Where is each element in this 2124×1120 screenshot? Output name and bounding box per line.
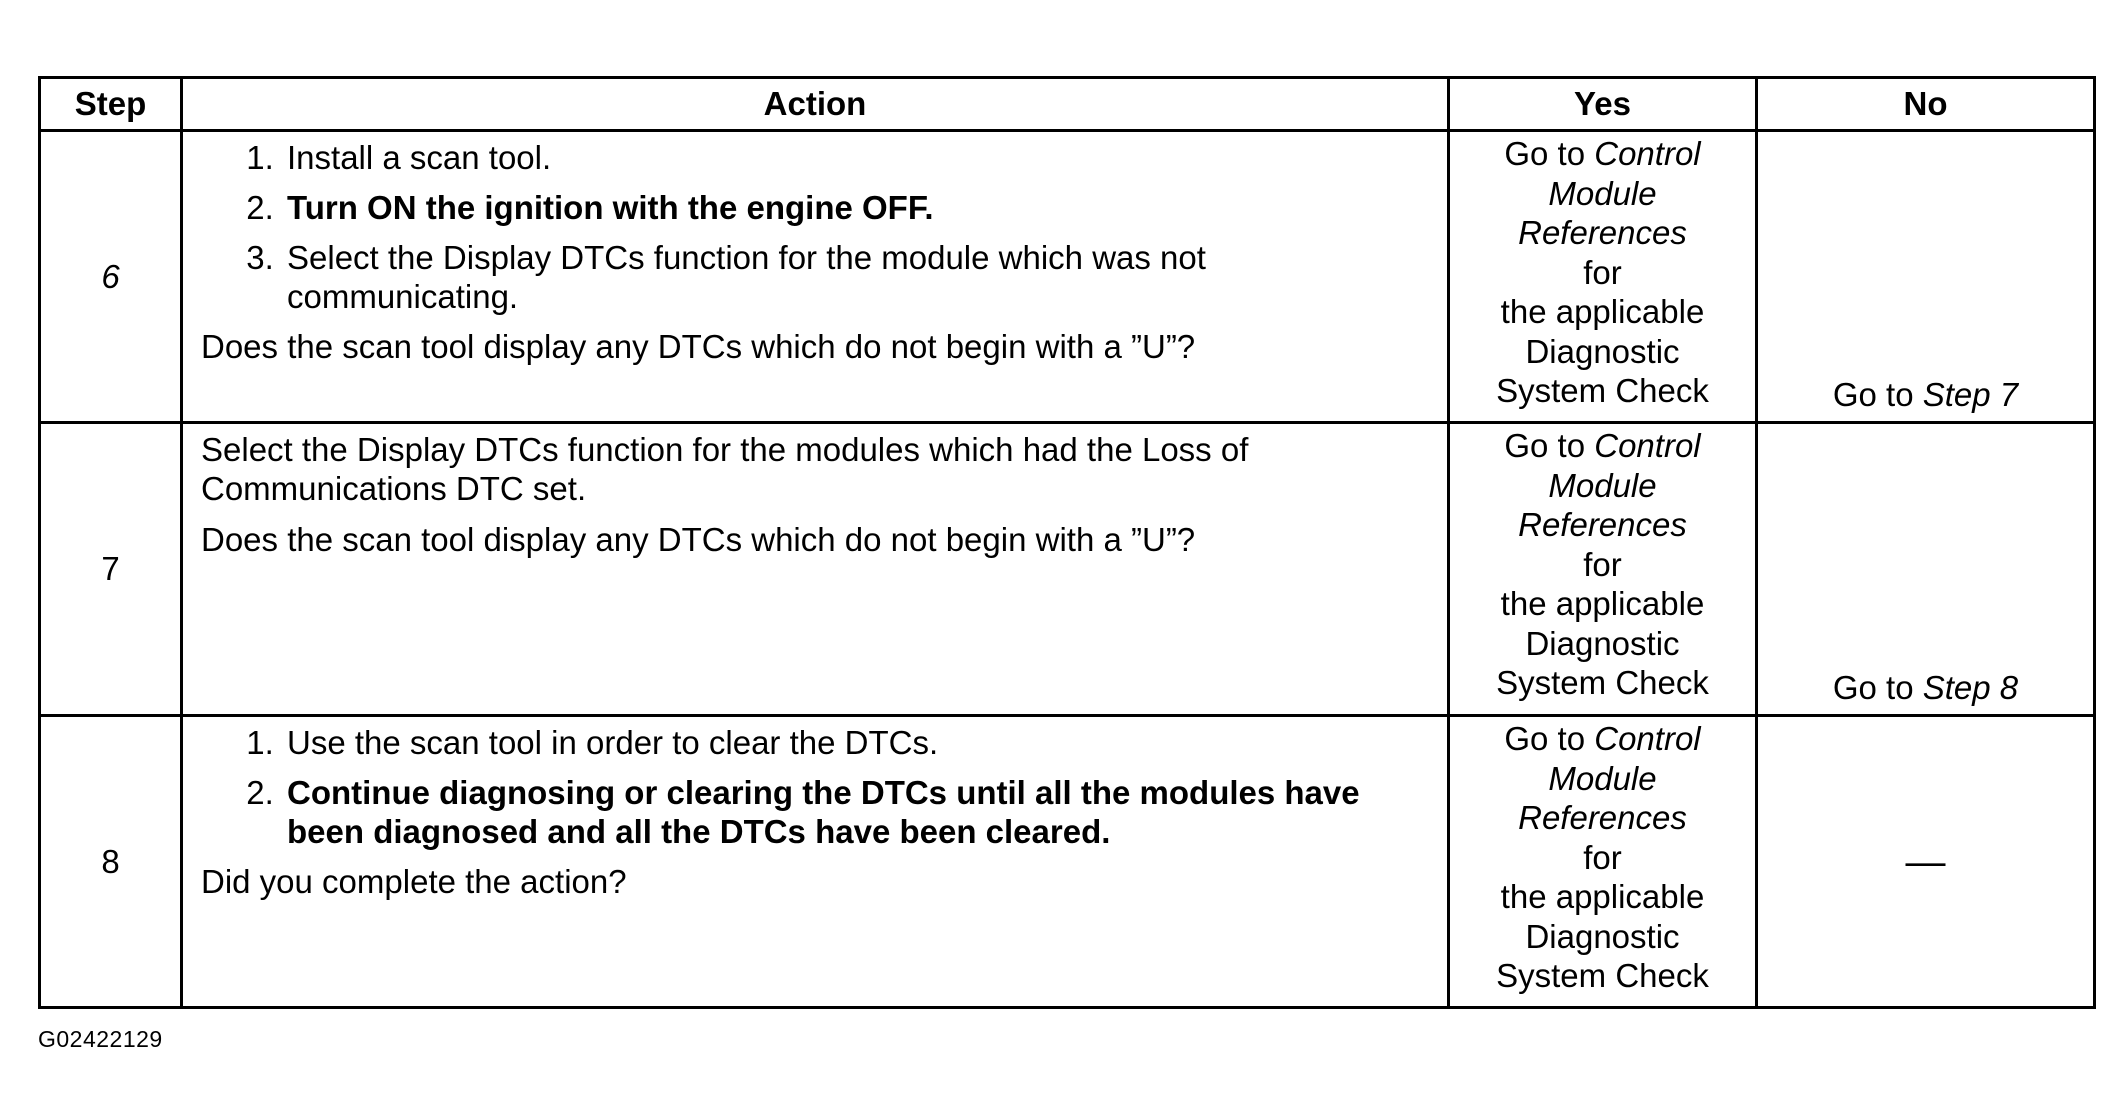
table-row-step-6 bbox=[40, 131, 2095, 423]
no-step-link: Step 8 bbox=[1922, 669, 2019, 706]
yes-text: Diagnostic bbox=[1525, 624, 1680, 662]
action-question: Does the scan tool display any DTCs which do not begin with a ”U”? bbox=[201, 328, 1196, 365]
yes-text: Diagnostic bbox=[1525, 332, 1680, 370]
figure-id: G02422129 bbox=[38, 1026, 163, 1052]
yes-text: System Check bbox=[1496, 957, 1709, 994]
yes-text: System Check bbox=[1496, 372, 1709, 409]
action-cell bbox=[182, 131, 1449, 423]
action-item: 2. Continue diagnosing or clearing the DTCs until all the modules have been diagnosed and all the DTCs have been cleared. bbox=[283, 773, 1439, 851]
em-dash: — bbox=[1905, 839, 1946, 884]
action-question: Does the scan tool display any DTCs which do not begin with a ”U”? bbox=[201, 521, 1196, 558]
no-step-link: Step 7 bbox=[1922, 376, 2019, 413]
yes-link-text: Control bbox=[1594, 427, 1701, 464]
yes-link-text: Control bbox=[1594, 720, 1701, 757]
header-yes: Yes bbox=[1449, 78, 1757, 131]
table-row-step-8 bbox=[40, 716, 2095, 1008]
yes-text: Diagnostic bbox=[1525, 917, 1680, 955]
action-item: 3. Select the Display DTCs function for the module which was not communicating. bbox=[283, 238, 1439, 316]
header-no: No bbox=[1757, 78, 2095, 131]
diagnostic-table bbox=[38, 76, 2096, 1009]
step-number: 8 bbox=[40, 716, 182, 1008]
table-row-step-7 bbox=[40, 423, 2095, 716]
yes-text: for bbox=[1583, 253, 1622, 291]
yes-link-text: Module bbox=[1548, 759, 1657, 797]
header-step: Step bbox=[40, 78, 182, 131]
step-number: 7 bbox=[40, 423, 182, 716]
yes-text: System Check bbox=[1496, 664, 1709, 701]
header-row bbox=[40, 78, 2095, 131]
action-list bbox=[201, 138, 1439, 316]
action-question: Did you complete the action? bbox=[201, 863, 627, 900]
action-item: 2. Turn ON the ignition with the engine OFF. bbox=[283, 188, 1439, 227]
yes-link-text: Module bbox=[1548, 174, 1657, 212]
action-cell bbox=[182, 423, 1449, 716]
action-item: 1. Install a scan tool. bbox=[283, 138, 1439, 177]
step-number: 6 bbox=[40, 131, 182, 423]
no-cell bbox=[1757, 131, 2095, 423]
yes-text: the applicable bbox=[1500, 293, 1705, 330]
no-prefix: Go to bbox=[1832, 376, 1923, 413]
yes-prefix: Go to bbox=[1504, 720, 1595, 757]
no-cell bbox=[1757, 716, 2095, 1008]
action-cell bbox=[182, 716, 1449, 1008]
yes-link-text: References bbox=[1518, 799, 1687, 836]
yes-cell bbox=[1449, 423, 1757, 716]
yes-prefix: Go to bbox=[1504, 427, 1595, 464]
yes-link-text: Control bbox=[1594, 135, 1701, 172]
action-list bbox=[201, 723, 1439, 851]
yes-text: for bbox=[1583, 838, 1622, 876]
yes-text: for bbox=[1583, 545, 1622, 583]
yes-text: the applicable bbox=[1500, 878, 1705, 915]
yes-link-text: References bbox=[1518, 506, 1687, 543]
yes-link-text: References bbox=[1518, 214, 1687, 251]
no-prefix: Go to bbox=[1832, 669, 1923, 706]
yes-cell bbox=[1449, 716, 1757, 1008]
no-cell bbox=[1757, 423, 2095, 716]
yes-cell bbox=[1449, 131, 1757, 423]
yes-link-text: Module bbox=[1548, 466, 1657, 504]
action-text: Select the Display DTCs function for the modules which had the Loss of Communications DTC set. bbox=[201, 431, 1249, 507]
action-item: 1. Use the scan tool in order to clear the DTCs. bbox=[283, 723, 1439, 762]
yes-text: the applicable bbox=[1500, 585, 1705, 622]
yes-prefix: Go to bbox=[1504, 135, 1595, 172]
header-action: Action bbox=[182, 78, 1449, 131]
